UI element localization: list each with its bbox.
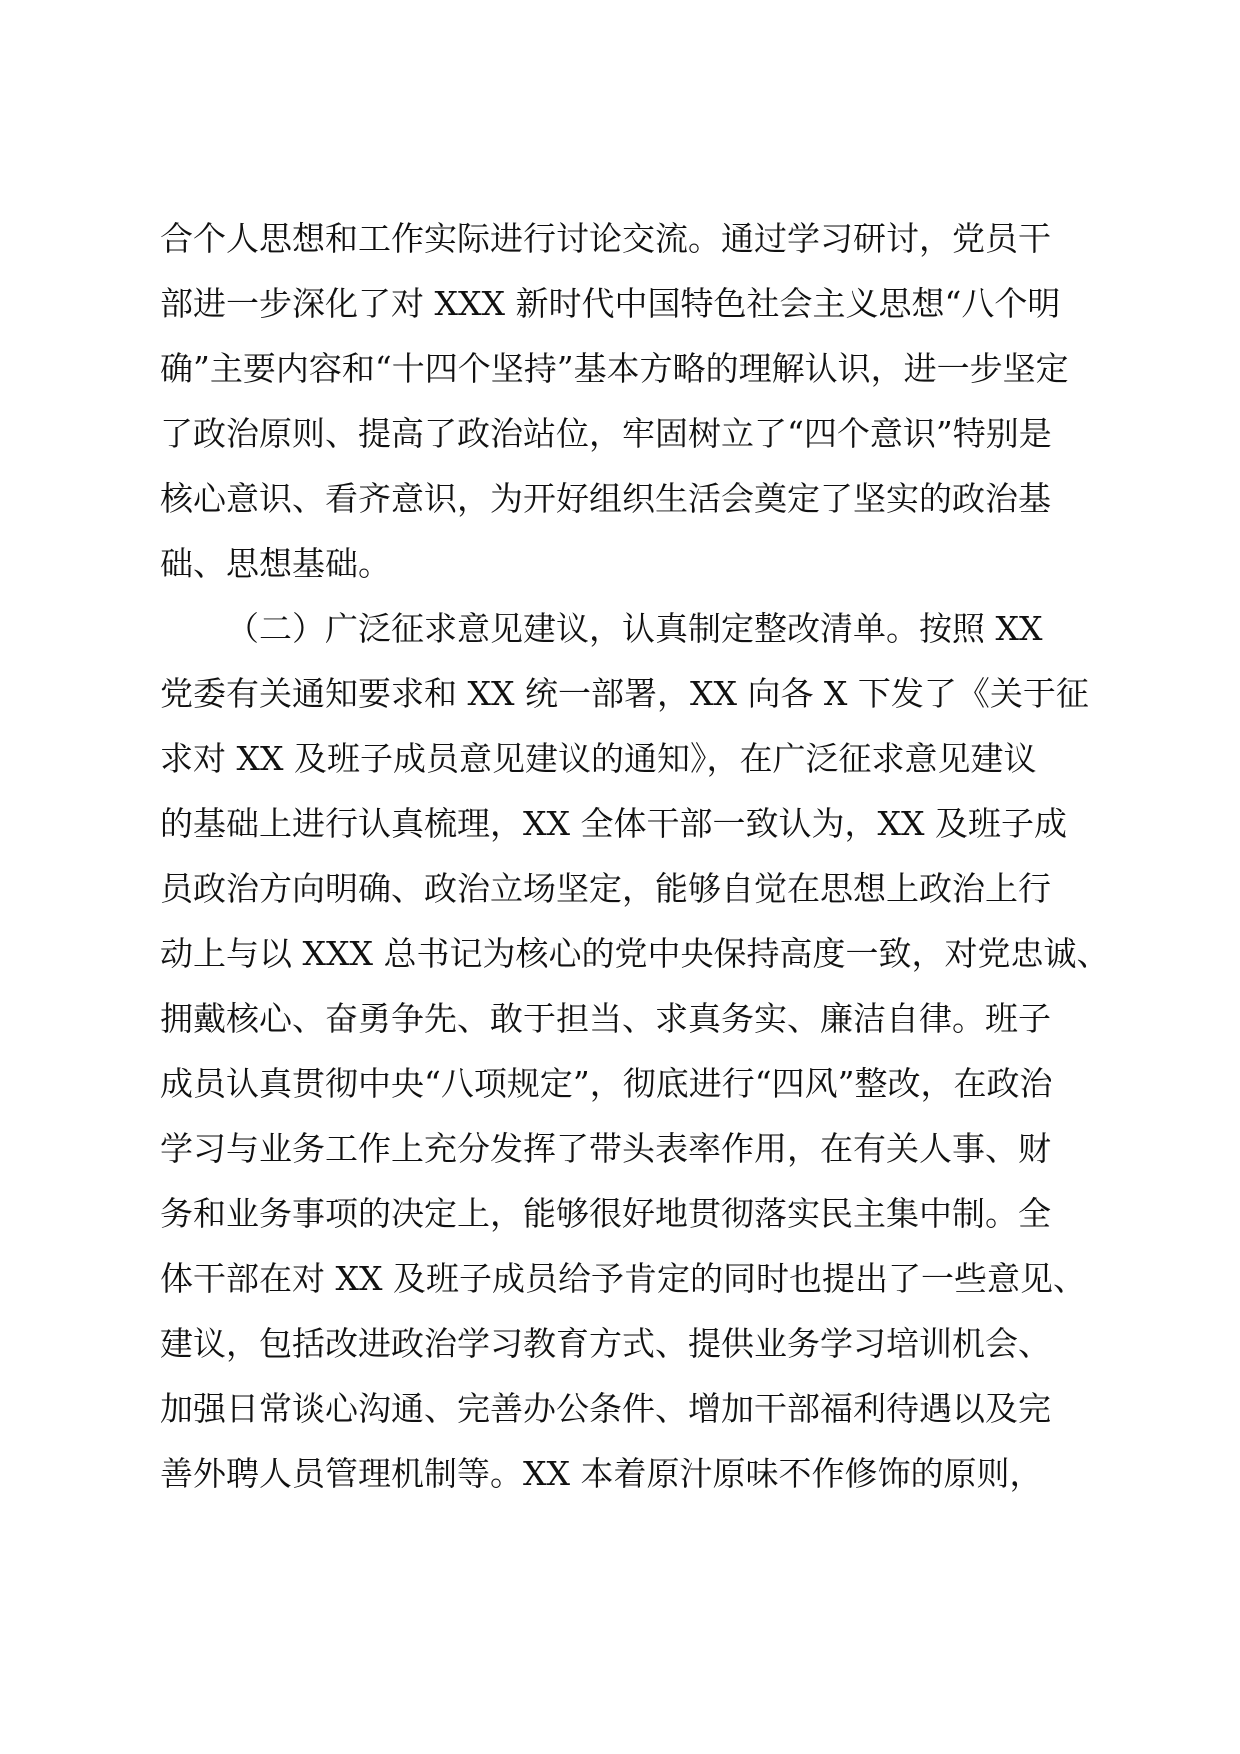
text-line: 础、思想基础。 <box>160 544 391 583</box>
text-line: 合个人思想和工作实际进行讨论交流。通过学习研讨，党员干 <box>160 219 1051 258</box>
text-line: 党委有关通知要求和 XX 统一部署，XX 向各 X 下发了《关于征 <box>160 674 1089 713</box>
text-line: 求对 XX 及班子成员意见建议的通知》，在广泛征求意见建议 <box>160 739 1037 778</box>
text-line: 务和业务事项的决定上，能够很好地贯彻落实民主集中制。全 <box>160 1194 1051 1233</box>
text-line: 成员认真贯彻中央“八项规定”，彻底进行“四风”整改，在政治 <box>160 1064 1053 1103</box>
text-line: 了政治原则、提高了政治站位，牢固树立了“四个意识”特别是 <box>160 414 1052 453</box>
text-line: 学习与业务工作上充分发挥了带头表率作用，在有关人事、财 <box>160 1129 1051 1168</box>
text-line: 核心意识、看齐意识，为开好组织生活会奠定了坚实的政治基 <box>160 479 1051 518</box>
text-line: 加强日常谈心沟通、完善办公条件、增加干部福利待遇以及完 <box>160 1389 1051 1428</box>
section-heading-line: （二）广泛征求意见建议，认真制定整改清单。按照 XX <box>226 609 1043 648</box>
text-line: 的基础上进行认真梳理，XX 全体干部一致认为，XX 及班子成 <box>160 804 1067 843</box>
text-line: 拥戴核心、奋勇争先、敢于担当、求真务实、廉洁自律。班子 <box>160 999 1051 1038</box>
text-line: 体干部在对 XX 及班子成员给予肯定的同时也提出了一些意见、 <box>160 1259 1086 1298</box>
document-body <box>160 206 1110 1506</box>
text-line: 善外聘人员管理机制等。XX 本着原汁原味不作修饰的原则， <box>160 1454 1043 1493</box>
text-line: 部进一步深化了对 XXX 新时代中国特色社会主义思想“八个明 <box>160 284 1061 323</box>
text-line: 员政治方向明确、政治立场坚定，能够自觉在思想上政治上行 <box>160 869 1051 908</box>
text-line: 建议，包括改进政治学习教育方式、提供业务学习培训机会、 <box>160 1324 1051 1363</box>
text-line: 动上与以 XXX 总书记为核心的党中央保持高度一致，对党忠诚、 <box>160 934 1110 973</box>
text-line: 确”主要内容和“十四个坚持”基本方略的理解认识，进一步坚定 <box>160 349 1069 388</box>
